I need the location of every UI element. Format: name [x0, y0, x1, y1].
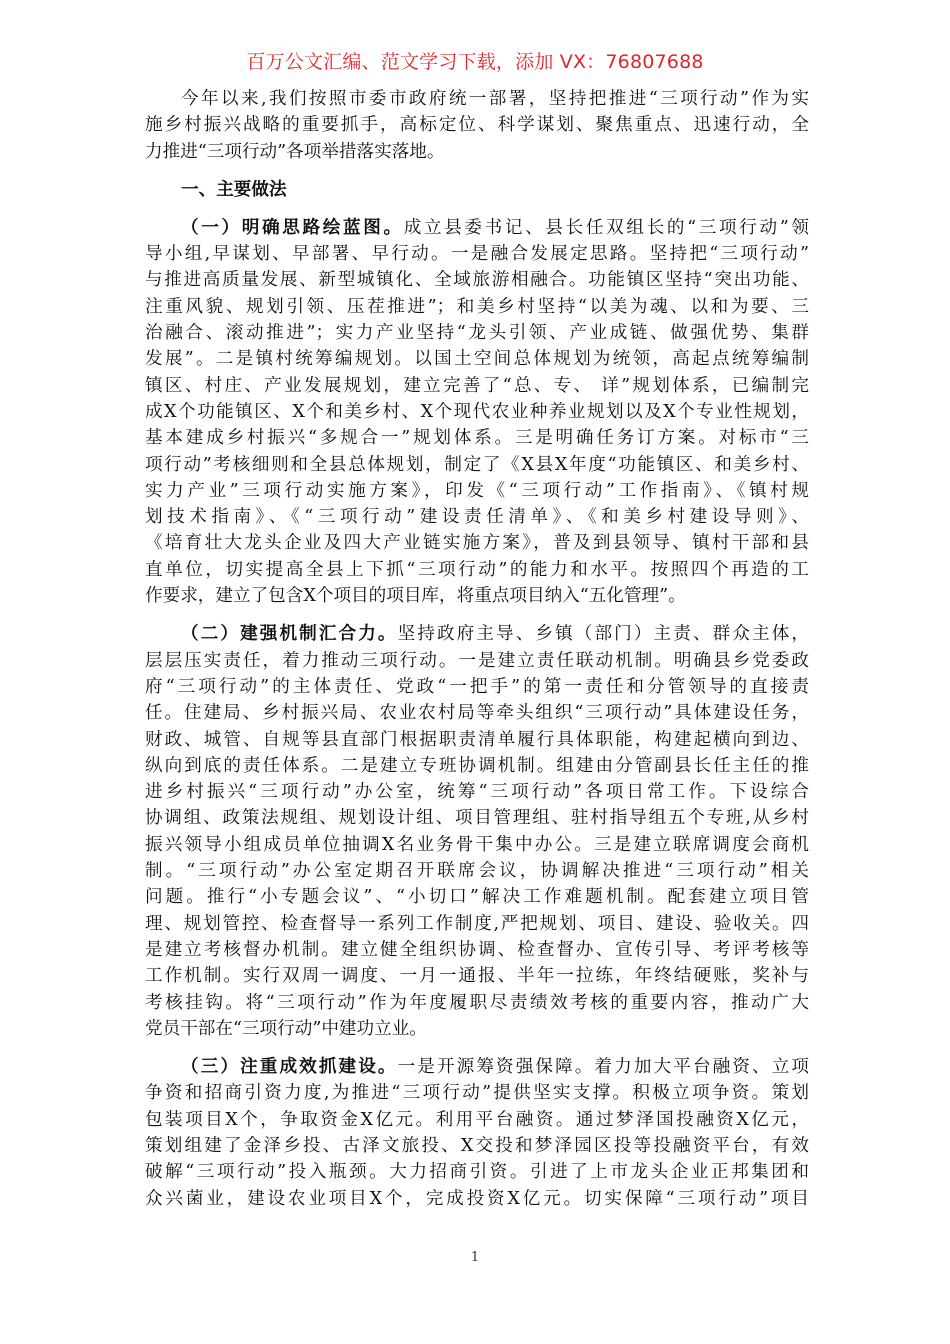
text-line: 纵向到底的责任体系。二是建立专班协调机制。组建由分管副县长任主任的推	[145, 755, 809, 776]
text-line: 破解“三项行动”投入瓶颈。大力招商引资。引进了上市龙头企业正邦集团和	[145, 1162, 809, 1183]
text-line: 争资和招商引资力度,为推进“三项行动”提供坚实支撑。积极立项争资。策划	[145, 1083, 809, 1104]
text-line: 成X个功能镇区、X个和美乡村、X个现代农业种养业规划以及X个专业性规划，	[145, 401, 809, 422]
paragraph-text: 坚持政府主导、乡镇（部门）主责、群众主体，	[397, 624, 809, 645]
intro-paragraph	[145, 86, 809, 165]
text-line: 层层压实责任，着力推动三项行动。一是建立责任联动机制。明确县乡党委政	[145, 650, 809, 671]
text-line: 协调组、政策法规组、规划设计组、项目管理组、驻村指导组五个专班,从乡村	[145, 808, 809, 829]
paragraph-2	[145, 621, 809, 1042]
text-line: 财政、城管、自规等县直部门根据职责清单履行具体职能，构建起横向到边、	[145, 729, 809, 750]
text-line: 包装项目X个，争取资金X亿元。利用平台融资。通过梦泽国投融资X亿元，	[145, 1109, 809, 1130]
text-line: 振兴领导小组成员单位抽调X名业务骨干集中办公。三是建立联席调度会商机	[145, 834, 809, 855]
text-line: 与推进高质量发展、新型城镇化、全域旅游相融合。功能镇区坚持“突出功能、	[145, 270, 809, 291]
text-line	[145, 215, 809, 241]
text-line: 力推进“三项行动”各项举措落实落地。	[145, 141, 445, 162]
text-line: 考核挂钩。将“三项行动”作为年度履职尽责绩效考核的重要内容，推动广大	[145, 992, 809, 1013]
text-line: 众兴菌业，建设农业项目X个，完成投资X亿元。切实保障“三项行动”项目	[145, 1188, 809, 1209]
paragraph-title: （二）建强机制汇合力。	[181, 624, 398, 645]
text-line: 进乡村振兴“三项行动”办公室，统筹“三项行动”各项日常工作。下设综合	[145, 782, 809, 803]
text-line: 问题。推行“小专题会议”、“小切口”解决工作难题机制。配套建立项目管	[145, 887, 809, 908]
text-line: 任。住建局、乡村振兴局、农业农村局等牵头组织“三项行动”具体建设任务，	[145, 703, 809, 724]
text-line: 划技术指南》、《“三项行动”建设责任清单》、《和美乡村建设导则》、	[145, 507, 809, 528]
text-line: 镇区、村庄、产业发展规划，建立完善了“总、专、 详”规划体系，已编制完	[145, 375, 809, 396]
text-line: 施乡村振兴战略的重要抓手，高标定位、科学谋划、聚焦重点、迅速行动，全	[145, 115, 809, 136]
text-line: 直单位，切实提高全县上下抓“三项行动”的能力和水平。按照四个再造的工	[145, 559, 809, 580]
text-line: 工作机制。实行双周一调度、一月一通报、半年一拉练，年终结硬账，奖补与	[145, 966, 809, 987]
paragraph-3	[145, 1054, 809, 1212]
watermark-banner: 百万公文汇编、范文学习下载，添加 VX：76807688	[246, 51, 704, 73]
paragraph-title: （三）注重成效抓建设。	[181, 1057, 398, 1078]
text-line: 基本建成乡村振兴“多规合一”规划体系。三是明确任务订方案。对标市“三	[145, 428, 809, 449]
document-body	[145, 86, 809, 1224]
text-line: 今年以来,我们按照市委市政府统一部署，坚持把推进“三项行动”作为实	[181, 89, 809, 109]
text-line: 制。“三项行动”办公室定期召开联席会议，协调解决推进“三项行动”相关	[145, 861, 809, 882]
paragraph-title: （一）明确思路绘蓝图。	[181, 217, 404, 238]
section-heading: 一、主要做法	[181, 179, 287, 200]
text-line	[145, 621, 809, 647]
text-line: 实力产业”三项行动实施方案》，印发《“三项行动”工作指南》、《镇村规	[145, 480, 809, 501]
text-line: 理、规划管控、检查督导一系列工作制度,严把规划、项目、建设、验收关。四	[145, 913, 809, 934]
text-line	[145, 1054, 809, 1080]
text-line: 项行动”考核细则和全县总体规划，制定了《X县X年度“功能镇区、和美乡村、	[145, 454, 809, 475]
text-line: 策划组建了金泽乡投、古泽文旅投、X交投和梦泽园区投等投融资平台，有效	[145, 1135, 809, 1156]
paragraph-1	[145, 215, 809, 609]
text-line: 治融合、滚动推进”；实力产业坚持“龙头引领、产业成链、做强优势、集群	[145, 323, 809, 344]
text-line: 党员干部在“三项行动”中建功立业。	[145, 1018, 427, 1039]
text-line: 导小组,早谋划、早部署、早行动。一是融合发展定思路。坚持把“三项行动”	[145, 244, 809, 265]
text-line: 发展”。二是镇村统筹编规划。以国土空间总体规划为统领，高起点统筹编制	[145, 349, 809, 370]
text-line: 府“三项行动”的主体责任、党政“一把手”的第一责任和分管领导的直接责	[145, 676, 809, 697]
text-line: 注重风貌、规划引领、压茬推进”；和美乡村坚持“以美为魂、以和为要、三	[145, 296, 809, 317]
page-number: 1	[470, 1250, 480, 1265]
text-line: 作要求，建立了包含X个项目的项目库，将重点项目纳入“五化管理”。	[145, 586, 686, 607]
paragraph-text: 成立县委书记、县长任双组长的“三项行动”领	[403, 217, 809, 238]
text-line: 《培育壮大龙头企业及四大产业链实施方案》，普及到县领导、镇村干部和县	[145, 533, 809, 554]
text-line: 是建立考核督办机制。建立健全组织协调、检查督办、宣传引导、考评考核等	[145, 939, 809, 960]
paragraph-text: 一是开源筹资强保障。着力加大平台融资、立项	[397, 1057, 809, 1078]
